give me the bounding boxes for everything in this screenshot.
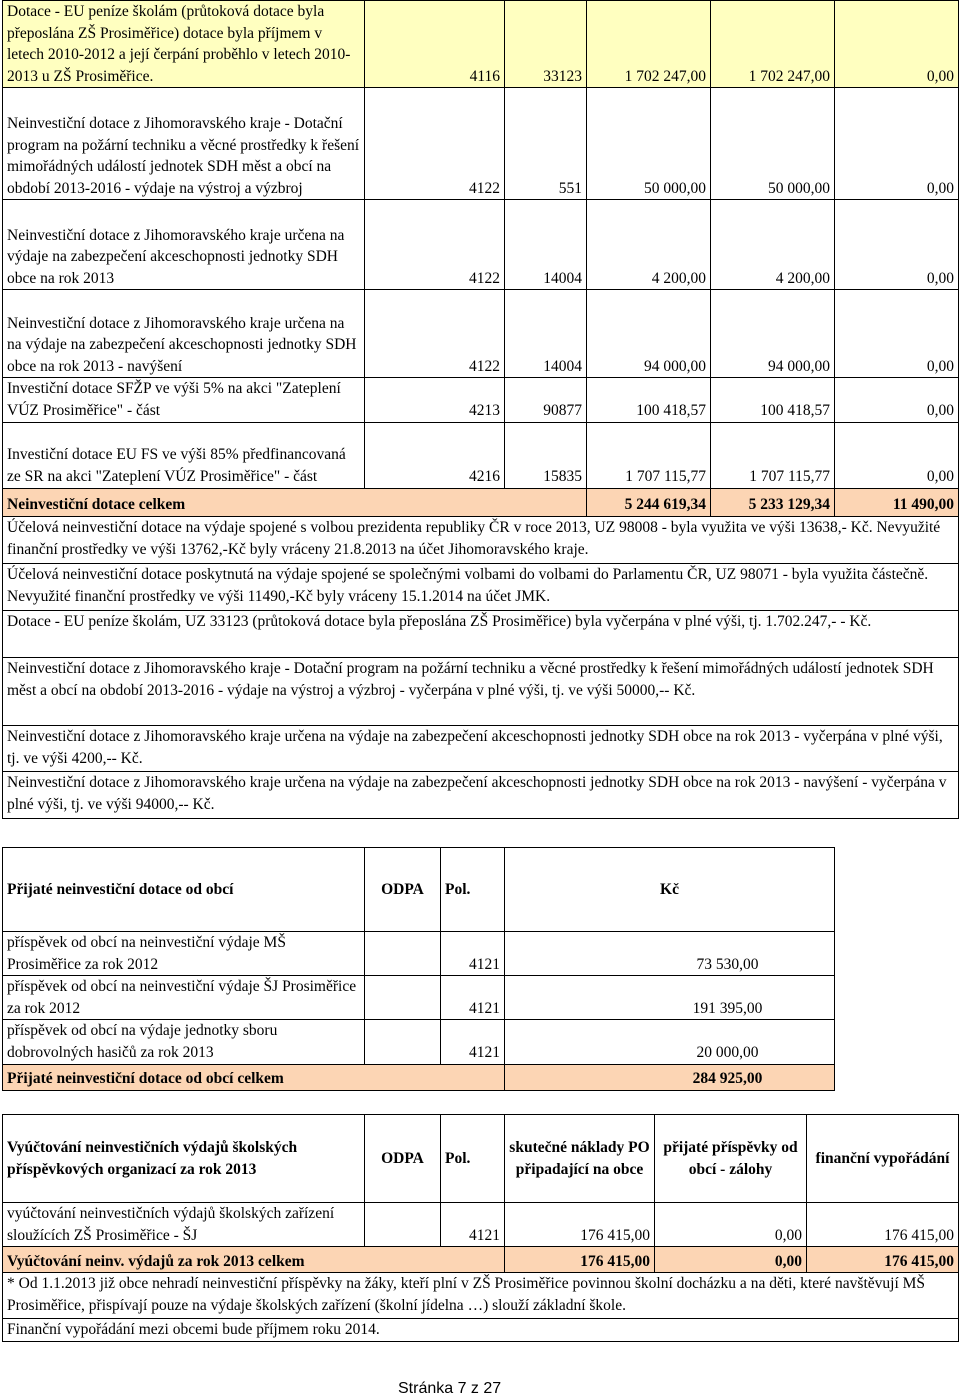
note-text: Účelová neinvestiční dotace poskytnutá na výdaje spojené se společnými volbami do volbami do Parlamentu ČR, UZ 98071 - byla využita částečně. Nevyužité finanční prostředky ve výši 11490,-Kč byly vráceny 15.1.2014 na účet JMK. — [3, 563, 959, 610]
page-number: Stránka 7 z 27 — [398, 1380, 502, 1397]
total-label: Přijaté neinvestiční dotace od obcí celkem — [3, 1064, 505, 1090]
row-description: Dotace - EU peníze školám (průtoková dotace byla přeposlána ZŠ Prosiměřice) dotace byla příjmem v letech 2010-2012 a její čerpání proběhlo v letech 2010-2013 u ZŠ Prosiměřice. — [3, 1, 365, 88]
pol-cell: 4121 — [441, 932, 505, 976]
header-title: Vyúčtování neinvestičních výdajů školských příspěvkových organizací za rok 2013 — [3, 1115, 365, 1203]
table-row — [3, 88, 959, 200]
note-text: Neinvestiční dotace z Jihomoravského kraje určena na výdaje na zabezpečení akceschopnosti jednotky SDH obce na rok 2013 - vyčerpána v plné výši, tj. ve výši 4200,-- Kč. — [3, 725, 959, 771]
row-description: příspěvek od obcí na neinvestiční výdaje MŠ Prosiměřice za rok 2012 — [3, 932, 365, 976]
table-row — [3, 976, 835, 1020]
subsidies-table — [2, 0, 959, 819]
odpa-cell: 4216 — [365, 422, 505, 488]
note-row — [3, 657, 959, 725]
note-text: Finanční vypořádání mezi obcemi bude příjmem roku 2014. — [3, 1319, 959, 1342]
header-title: Přijaté neinvestiční dotace od obcí — [3, 848, 365, 932]
amount-cell: 4 200,00 — [587, 200, 711, 290]
amount-cell: 20 000,00 — [505, 1020, 835, 1064]
odpa-cell: 4122 — [365, 88, 505, 200]
table-header-row — [3, 848, 835, 932]
total-row — [3, 1064, 835, 1090]
note-row — [3, 516, 959, 563]
total-label: Vyúčtování neinv. výdajů za rok 2013 celkem — [3, 1247, 505, 1273]
pol-cell: 4121 — [441, 976, 505, 1020]
row-description: vyúčtování neinvestičních výdajů školských zařízení sloužících ZŠ Prosiměřice - ŠJ — [3, 1203, 365, 1247]
amount-cell: 0,00 — [835, 200, 959, 290]
amount-cell: 1 707 115,77 — [711, 422, 835, 488]
row-description: Neinvestiční dotace z Jihomoravského kraje určena na výdaje na zabezpečení akceschopnosti jednotky SDH obce na rok 2013 — [3, 200, 365, 290]
odpa-cell: 4213 — [365, 378, 505, 422]
table-row — [3, 200, 959, 290]
note-row — [3, 1273, 959, 1319]
amount-cell: 176 415,00 — [505, 1203, 655, 1247]
amount-cell: 94 000,00 — [711, 290, 835, 378]
table-row — [3, 1, 959, 88]
odpa-cell: 4116 — [365, 1, 505, 88]
amount-cell: 1 702 247,00 — [587, 1, 711, 88]
pol-cell: 4121 — [441, 1020, 505, 1064]
odpa-cell: 4122 — [365, 290, 505, 378]
amount-cell: 94 000,00 — [587, 290, 711, 378]
note-row — [3, 725, 959, 771]
amount-cell: 50 000,00 — [587, 88, 711, 200]
row-description: Neinvestiční dotace z Jihomoravského kraje - Dotační program na požární techniku a věcné prostředky k řešení mimořádných událostí jednotek SDH měst a obcí na období 2013-2016 - výdaje na výstroj a výzbroj — [3, 88, 365, 200]
table-row — [3, 1020, 835, 1064]
amount-cell: 4 200,00 — [711, 200, 835, 290]
header-odpa: ODPA — [365, 1115, 441, 1203]
note-row — [3, 1319, 959, 1342]
header-kc: Kč — [505, 848, 835, 932]
uz-cell: 15835 — [505, 422, 587, 488]
uz-cell: 551 — [505, 88, 587, 200]
amount-cell: 50 000,00 — [711, 88, 835, 200]
header-settlement: finanční vypořádání — [807, 1115, 959, 1203]
amount-cell: 100 418,57 — [587, 378, 711, 422]
total-amount: 284 925,00 — [505, 1064, 835, 1090]
settlement-table — [2, 1114, 959, 1342]
uz-cell: 90877 — [505, 378, 587, 422]
note-text: Neinvestiční dotace z Jihomoravského kraje - Dotační program na požární techniku a věcné prostředky k řešení mimořádných událostí jednotek SDH měst a obcí na období 2013-2016 - výdaje na výstroj a výzbroj - vyčerpána v plné výši, tj. ve výši 50000,-- Kč. — [3, 657, 959, 725]
note-row — [3, 771, 959, 818]
amount-cell: 0,00 — [655, 1203, 807, 1247]
total-row — [3, 488, 959, 516]
total-amount: 176 415,00 — [505, 1247, 655, 1273]
header-advances: přijaté příspěvky od obcí - zálohy — [655, 1115, 807, 1203]
row-description: příspěvek od obcí na neinvestiční výdaje ŠJ Prosiměřice za rok 2012 — [3, 976, 365, 1020]
row-description: Investiční dotace EU FS ve výši 85% předfinancovaná ze SR na akci "Zateplení VÚZ Prosiměřice" - část — [3, 422, 365, 488]
header-pol: Pol. — [441, 1115, 505, 1203]
row-description: Investiční dotace SFŽP ve výši 5% na akci "Zateplení VÚZ Prosiměřice" - část — [3, 378, 365, 422]
note-row — [3, 610, 959, 657]
row-description: Neinvestiční dotace z Jihomoravského kraje určena na na výdaje na zabezpečení akceschopnosti jednotky SDH obce na rok 2013 - navýšení — [3, 290, 365, 378]
table-row — [3, 932, 835, 976]
header-actual-costs: skutečné náklady PO připadající na obce — [505, 1115, 655, 1203]
table-row — [3, 1203, 959, 1247]
row-description: příspěvek od obcí na výdaje jednotky sboru dobrovolných hasičů za rok 2013 — [3, 1020, 365, 1064]
table-row — [3, 422, 959, 488]
amount-cell: 0,00 — [835, 422, 959, 488]
table-row — [3, 378, 959, 422]
total-amount: 5 233 129,34 — [711, 488, 835, 516]
note-row — [3, 563, 959, 610]
total-amount: 5 244 619,34 — [587, 488, 711, 516]
odpa-cell: 4122 — [365, 200, 505, 290]
total-row — [3, 1247, 959, 1273]
total-amount: 11 490,00 — [835, 488, 959, 516]
note-text: * Od 1.1.2013 již obce nehradí neinvestiční příspěvky na žáky, kteří plní v ZŠ Prosiměřice povinnou školní docházku a na děti, které navštěvují MŠ Prosiměřice, přispívají pouze na výdaje školských zařízení (školní jídelna …) slouží základní škole. — [3, 1273, 959, 1319]
municipal-contributions-table — [2, 847, 835, 1091]
note-text: Dotace - EU peníze školám, UZ 33123 (průtoková dotace byla přeposlána ZŠ Prosiměřice) byla vyčerpána v plné výši, tj. 1.702.247,- - Kč. — [3, 610, 959, 657]
uz-cell: 33123 — [505, 1, 587, 88]
amount-cell: 0,00 — [835, 88, 959, 200]
odpa-cell — [365, 1203, 441, 1247]
header-pol: Pol. — [441, 848, 505, 932]
pol-cell: 4121 — [441, 1203, 505, 1247]
uz-cell: 14004 — [505, 200, 587, 290]
table-header-row — [3, 1115, 959, 1203]
odpa-cell — [365, 1020, 441, 1064]
table-row — [3, 290, 959, 378]
amount-cell: 100 418,57 — [711, 378, 835, 422]
amount-cell: 191 395,00 — [505, 976, 835, 1020]
uz-cell: 14004 — [505, 290, 587, 378]
total-amount: 0,00 — [655, 1247, 807, 1273]
total-amount: 176 415,00 — [807, 1247, 959, 1273]
amount-cell: 1 702 247,00 — [711, 1, 835, 88]
header-odpa: ODPA — [365, 848, 441, 932]
total-label: Neinvestiční dotace celkem — [3, 488, 587, 516]
odpa-cell — [365, 976, 441, 1020]
amount-cell: 1 707 115,77 — [587, 422, 711, 488]
amount-cell: 73 530,00 — [505, 932, 835, 976]
amount-cell: 0,00 — [835, 290, 959, 378]
amount-cell: 176 415,00 — [807, 1203, 959, 1247]
note-text: Neinvestiční dotace z Jihomoravského kraje určena na výdaje na zabezpečení akceschopnosti jednotky SDH obce na rok 2013 - navýšení - vyčerpána v plné výši, tj. ve výši 94000,-- Kč. — [3, 771, 959, 818]
odpa-cell — [365, 932, 441, 976]
amount-cell: 0,00 — [835, 378, 959, 422]
note-text: Účelová neinvestiční dotace na výdaje spojené s volbou prezidenta republiky ČR v roce 2013, UZ 98008 - byla využita ve výši 13638,- Kč. Nevyužité finanční prostředky ve výši 13762,-Kč byly vráceny 21.8.2013 na účet Jihomoravského kraje. — [3, 516, 959, 563]
amount-cell: 0,00 — [835, 1, 959, 88]
